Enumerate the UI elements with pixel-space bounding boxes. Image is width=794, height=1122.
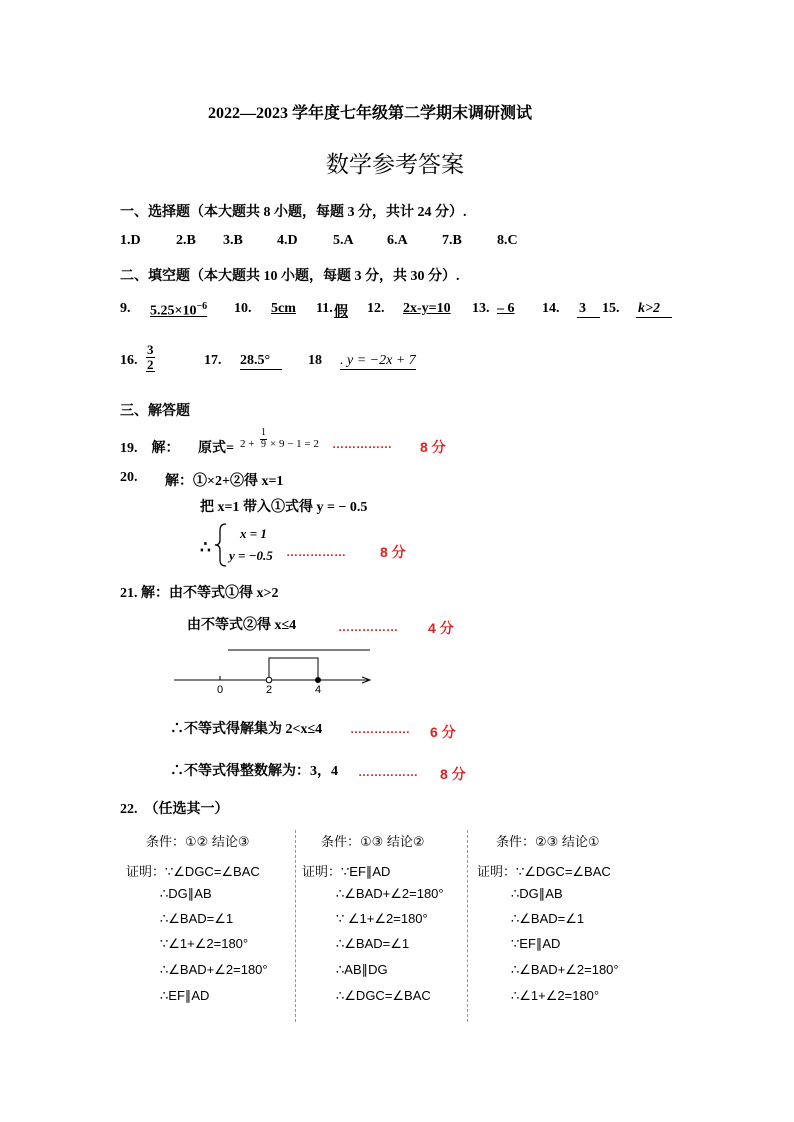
q9-number: 9. [120,301,131,316]
q10-number: 10. [234,301,252,316]
mc-answer: 6.A [387,233,408,248]
mc-answer: 3.B [223,233,243,248]
solution-bracket [269,658,318,680]
open-point-2 [266,677,272,683]
q19-score: 8 分 [420,439,446,455]
q19-post: × 9 − 1 = 2 [270,438,319,450]
q9-answer [150,301,207,320]
tick-label-2: 2 [266,684,273,696]
mc-answer: 2.B [176,233,196,248]
q21-line4: ∴不等式得整数解为：3，4 [170,764,338,779]
q13-number: 13. [472,301,490,316]
q17-number: 17. [204,353,222,368]
proof1-condition: 条件：①② 结论③ [146,834,250,849]
proof1-line: ∴DG∥AB [160,886,212,901]
q19-label: 19. 解： [120,441,180,456]
q19 [120,428,520,462]
q20-label: 20. [120,470,138,485]
q19-fraction [260,428,267,450]
proof3-line: ∴∠BAD+∠2=180° [511,962,619,977]
proof1-line: 证明：∵∠DGC=∠BAC [126,864,260,879]
q20-therefore: ∴ [200,538,211,557]
mc-answer: 8.C [497,233,518,248]
proof1-line: ∴∠BAD+∠2=180° [160,962,268,977]
proof2-line: 证明：∵EF∥AD [302,864,391,879]
proof2-line: ∴∠BAD+∠2=180° [336,886,444,901]
q21-score3: 6 分 [430,724,456,740]
proof2-condition: 条件：①③ 结论② [321,834,425,849]
section2-heading: 二、填空题（本大题共 10 小题，每题 3 分，共 30 分）. [120,269,460,284]
q13-answer: – 6 [497,301,515,316]
q12-answer: 2x-y=10 [403,301,451,316]
document-subtitle: 数学参考答案 [326,152,464,177]
document-title: 2022—2023 学年度七年级第二学期末调研测试 [208,105,533,122]
proof3-line: ∴∠BAD=∠1 [511,911,585,926]
proof2-line: ∴∠BAD=∠1 [336,936,410,951]
q20-dots: …………… [286,545,346,559]
q21-dots1: …………… [338,620,398,634]
tick-label-4: 4 [315,684,322,696]
q18-answer: . y = −2x + 7 [340,353,416,368]
q19-pre: 2 + [240,438,255,450]
proof3-condition: 条件：②③ 结论① [496,834,600,849]
q20-system-line1: x = 1 [240,526,267,541]
proof3-line: ∴DG∥AB [511,886,563,901]
mc-answer: 4.D [277,233,298,248]
q19-text: 原式= [198,441,234,456]
number-line [170,640,380,700]
q9-mantissa: 5.25×10 [150,303,197,319]
q21-dots4: …………… [358,765,418,779]
proof3-line: 证明：∵∠DGC=∠BAC [477,864,611,879]
proof2-line: ∴∠DGC=∠BAC [336,988,431,1003]
section3-heading: 三、解答题 [120,404,190,419]
mc-answer: 7.B [442,233,462,248]
proof1-line: ∴∠BAD=∠1 [160,911,234,926]
q20-brace [214,522,228,568]
q16-denominator: 2 [147,356,154,372]
q21-dots3: …………… [350,722,410,736]
mc-answer: 5.A [333,233,354,248]
q12-number: 12. [367,301,385,316]
column-divider-1 [295,830,296,1022]
q21-line3: ∴不等式得解集为 2<x≤4 [170,722,323,737]
q21-score1: 4 分 [428,620,454,636]
proof3-line: ∵EF∥AD [511,936,561,951]
proof2-line: ∴AB∥DG [336,962,388,977]
q20-system-line2: y = −0.5 [229,548,273,563]
q19-denominator: 9 [261,438,266,450]
q20-line2: 把 x=1 带入①式得 y = − 0.5 [200,500,368,515]
section1-heading: 一、选择题（本大题共 8 小题，每题 3 分，共计 24 分）. [120,205,467,220]
q19-numerator: 1 [261,427,266,438]
q14-number: 14. [542,301,560,316]
q9-exponent: −6 [196,301,208,312]
mc-answer: 1.D [120,233,141,248]
proof1-line: ∵∠1+∠2=180° [160,936,249,951]
tick-label-0: 0 [217,684,224,696]
q16-numerator: 3 [147,342,154,357]
proof1-line: ∴EF∥AD [160,988,210,1003]
q15-number: 15. [602,301,620,316]
closed-point-4 [315,677,321,683]
q16-fraction [146,343,155,372]
q22-heading: 22. （任选其一） [120,802,229,817]
q21-score4: 8 分 [440,766,466,782]
q16-number: 16. [120,353,138,368]
q21-line1: 21. 解：由不等式①得 x>2 [120,586,279,601]
q19-dots: …………… [332,437,392,451]
q11-answer: 假 [334,305,348,320]
q17-answer: 28.5° [240,353,282,370]
column-divider-2 [467,830,468,1022]
proof2-line: ∵ ∠1+∠2=180° [336,911,428,926]
proof3-line: ∴∠1+∠2=180° [511,988,600,1003]
q20-line1: 解：①×2+②得 x=1 [165,474,284,489]
q14-answer: 3 [577,301,600,318]
q15-answer: k>2 [636,301,672,318]
q20-score: 8 分 [380,544,406,560]
q11-number: 11. [316,301,333,316]
q21-line2: 由不等式②得 x≤4 [187,618,297,633]
q18-number: 18 [308,353,322,368]
q10-answer: 5cm [271,301,296,316]
